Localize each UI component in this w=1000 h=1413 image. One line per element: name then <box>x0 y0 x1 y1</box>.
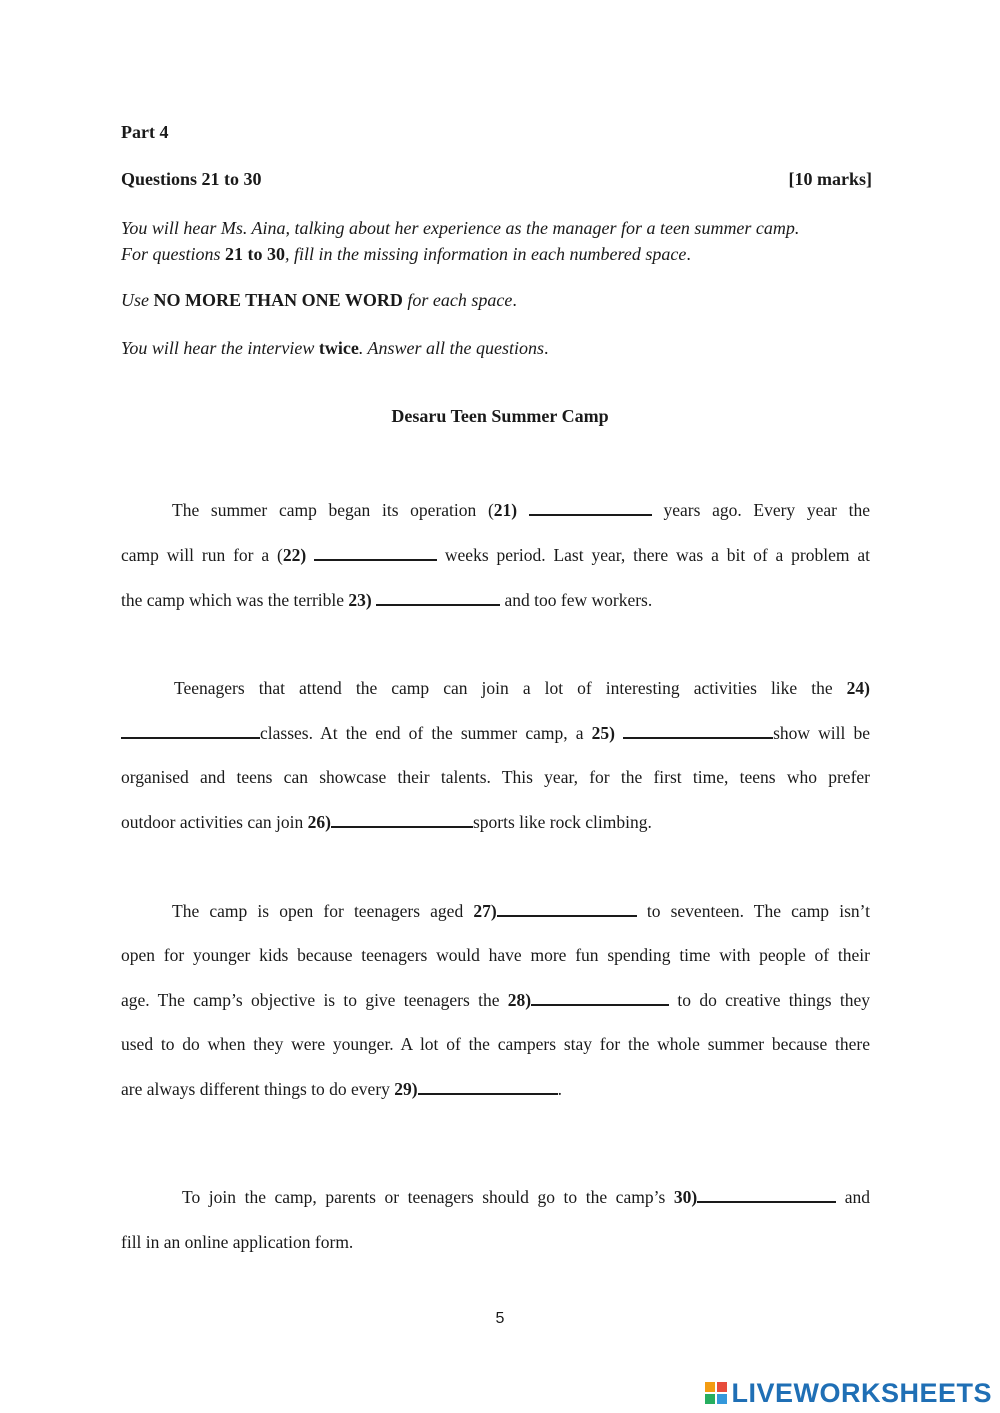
logo-text: LIVEWORKSHEETS <box>731 1377 992 1408</box>
p1-line-2: camp will run for a (22) weeks period. Last year, there was a bit of a problem at <box>121 545 870 565</box>
marks-label: [10 marks] <box>788 169 872 189</box>
part-heading: Part 4 <box>121 122 169 142</box>
instruction-line-1: You will hear Ms. Aina, talking about her experience as the manager for a teen summer camp. <box>121 218 800 238</box>
p4-line-1: To join the camp, parents or teenagers should go to the camp’s 30) and <box>182 1187 871 1207</box>
listening-instruction: You will hear the interview twice. Answer all the questions. <box>121 338 549 358</box>
answer-blank-21[interactable] <box>529 498 652 516</box>
instruction-line-2: For questions 21 to 30, fill in the missing information in each numbered space. <box>121 244 691 264</box>
answer-blank-30[interactable] <box>697 1185 836 1203</box>
answer-blank-26[interactable] <box>331 810 473 828</box>
p1-line-3: the camp which was the terrible 23) and too few workers. <box>121 590 653 610</box>
p1-line-1: The summer camp began its operation (21) years ago. Every year the <box>172 500 871 520</box>
instructions-paragraph <box>121 215 881 267</box>
answer-blank-23[interactable] <box>376 588 500 606</box>
p3-line-3: age. The camp’s objective is to give teenagers the 28) to do creative things they <box>121 990 871 1010</box>
answer-blank-22[interactable] <box>314 543 437 561</box>
p2-line-1: Teenagers that attend the camp can join a lot of interesting activities like the 24) <box>174 678 870 698</box>
answer-blank-29[interactable] <box>418 1077 558 1095</box>
liveworksheets-logo-icon <box>705 1382 727 1404</box>
p4-line-2: fill in an online application form. <box>121 1232 354 1252</box>
p3-line-1: The camp is open for teenagers aged 27) to seventeen. The camp isn’t <box>172 901 871 921</box>
p3-line-2: open for younger kids because teenagers would have more fun spending time with people of their <box>121 945 870 965</box>
answer-blank-25[interactable] <box>623 721 773 739</box>
p2-line-2: classes. At the end of the summer camp, a 25) show will be <box>121 721 870 745</box>
answer-blank-24[interactable] <box>121 721 260 739</box>
page-number: 5 <box>495 1310 505 1327</box>
p3-line-5: are always different things to do every 29) . <box>121 1079 562 1099</box>
word-limit-instruction: Use NO MORE THAN ONE WORD for each space. <box>121 290 517 310</box>
questions-heading: Questions 21 to 30 <box>121 169 262 189</box>
p2-line-3: organised and teens can showcase their talents. This year, for the first time, teens who prefer <box>121 767 870 787</box>
answer-blank-27[interactable] <box>497 899 637 917</box>
p3-line-4: used to do when they were younger. A lot of the campers stay for the whole summer because there <box>121 1034 870 1054</box>
answer-blank-28[interactable] <box>531 988 669 1006</box>
p2-line-4: outdoor activities can join 26) sports like rock climbing. <box>121 812 652 832</box>
liveworksheets-logo <box>705 1378 992 1408</box>
passage-title: Desaru Teen Summer Camp <box>391 406 609 426</box>
